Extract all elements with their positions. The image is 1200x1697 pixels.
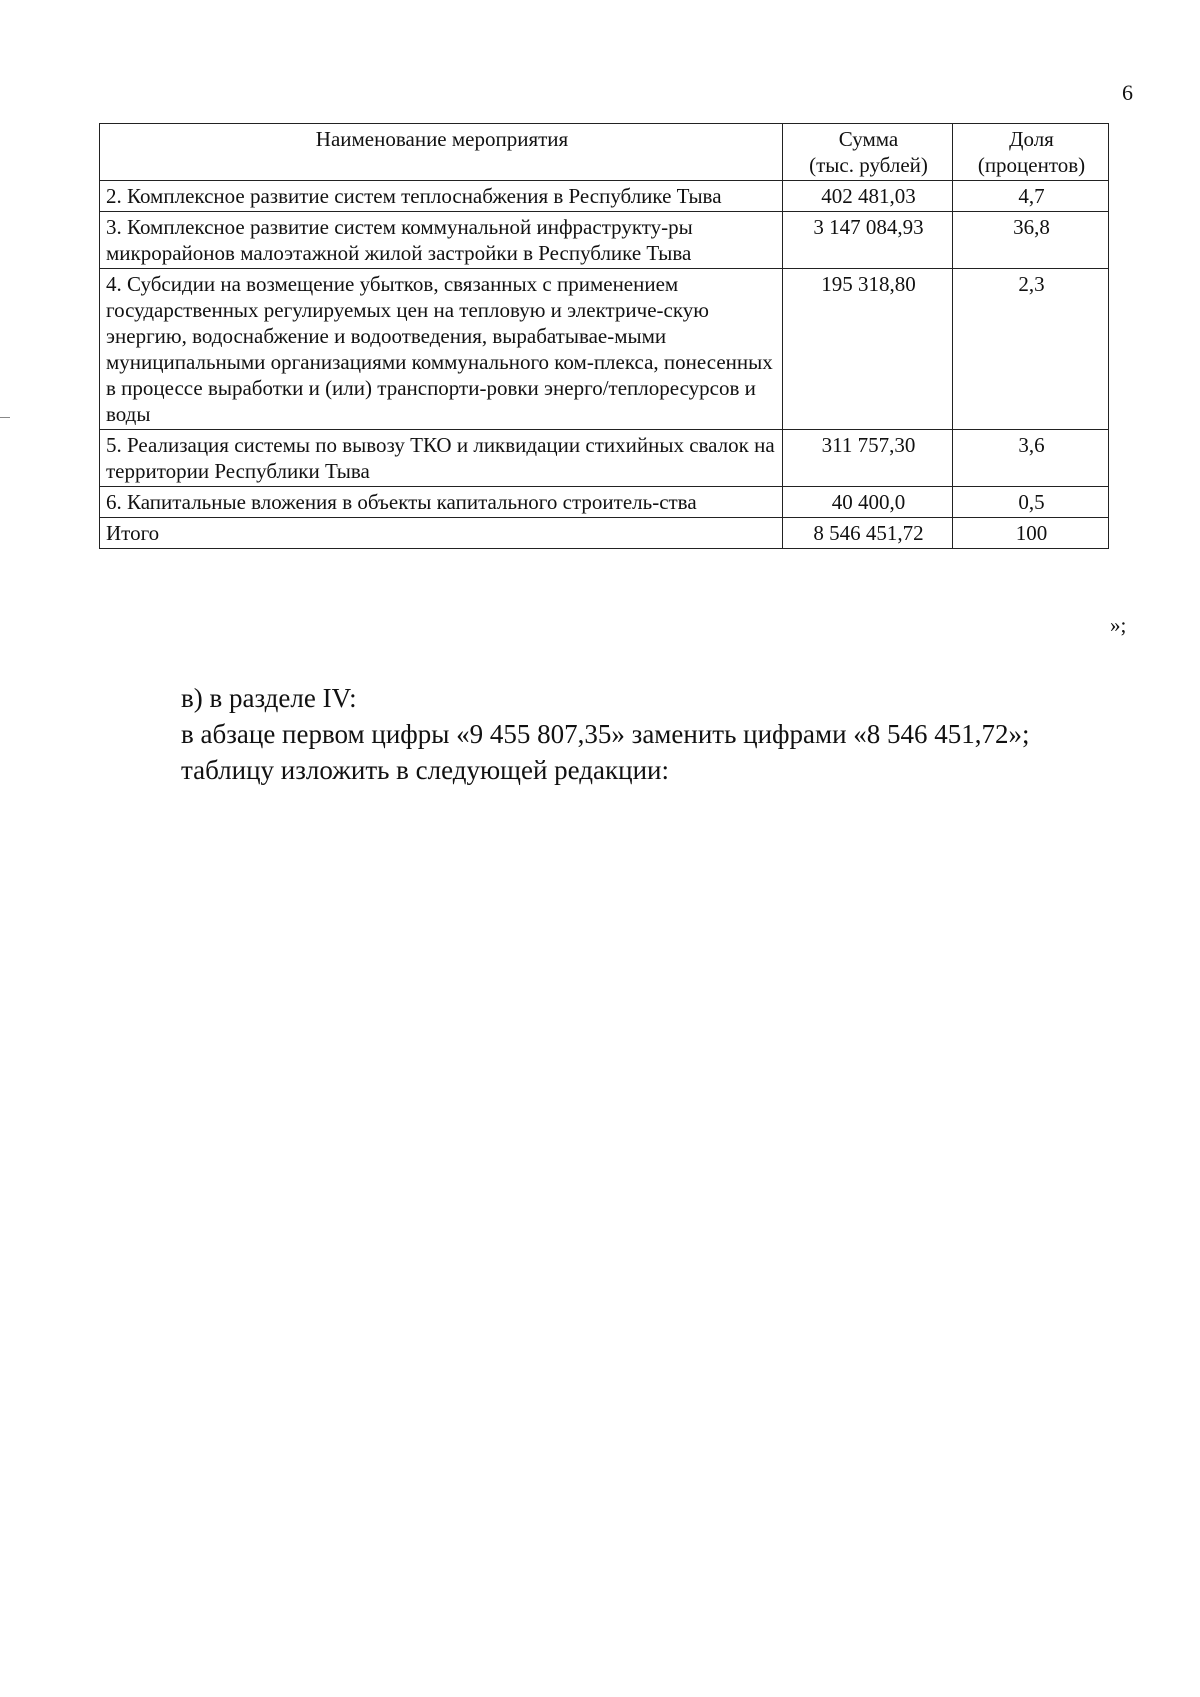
amendment-line-table: таблицу изложить в следующей редакции: <box>181 755 669 785</box>
amendment-line-figures: в абзаце первом цифры «9 455 807,35» заменить цифрами «8 546 451,72»; <box>181 719 1030 749</box>
table-row <box>100 181 1109 212</box>
row-sum: 402 481,03 <box>783 181 953 212</box>
table-header-row <box>100 124 1109 181</box>
table-total-row <box>100 518 1109 549</box>
header-sum-line2: (тыс. рублей) <box>809 153 928 177</box>
total-share: 100 <box>953 518 1109 549</box>
row-name: 4. Субсидии на возмещение убытков, связанных с применением государственных регулируемых цен на тепловую и электриче-скую энергию, водоснабжение и водоотведения, вырабатывае-мыми муниципальными организациями коммунального ком-плекса, понесенных в процессе выработки и (или) транспорти-ровки энерго/теплоресурсов и воды <box>100 269 783 430</box>
table-row <box>100 269 1109 430</box>
row-name: 3. Комплексное развитие систем коммунальной инфраструкту-ры микрорайонов малоэтажной жилой застройки в Республике Тыва <box>100 212 783 269</box>
total-label: Итого <box>100 518 783 549</box>
row-name: 6. Капитальные вложения в объекты капитального строитель-ства <box>100 487 783 518</box>
scan-margin-mark <box>0 417 10 418</box>
table-row <box>100 430 1109 487</box>
total-sum: 8 546 451,72 <box>783 518 953 549</box>
table-row <box>100 487 1109 518</box>
row-sum: 311 757,30 <box>783 430 953 487</box>
header-share <box>953 124 1109 181</box>
header-sum <box>783 124 953 181</box>
row-share: 36,8 <box>953 212 1109 269</box>
budget-table <box>99 123 1109 549</box>
row-name: 5. Реализация системы по вывозу ТКО и ликвидации стихийных свалок на территории Республики Тыва <box>100 430 783 487</box>
header-name: Наименование мероприятия <box>100 124 783 181</box>
row-sum: 3 147 084,93 <box>783 212 953 269</box>
row-sum: 40 400,0 <box>783 487 953 518</box>
amendment-text <box>181 680 1030 788</box>
row-share: 4,7 <box>953 181 1109 212</box>
header-sum-line1: Сумма <box>838 127 899 151</box>
header-share-line2: (процентов) <box>977 153 1086 177</box>
amendment-line-section: в) в разделе IV: <box>181 683 357 713</box>
row-share: 0,5 <box>953 487 1109 518</box>
table-row <box>100 212 1109 269</box>
row-sum: 195 318,80 <box>783 269 953 430</box>
row-share: 2,3 <box>953 269 1109 430</box>
table-closing-quote: »; <box>1110 613 1127 637</box>
row-name: 2. Комплексное развитие систем теплоснабжения в Республике Тыва <box>100 181 783 212</box>
page-number: 6 <box>1122 80 1133 105</box>
row-share: 3,6 <box>953 430 1109 487</box>
header-share-line1: Доля <box>1009 127 1054 151</box>
